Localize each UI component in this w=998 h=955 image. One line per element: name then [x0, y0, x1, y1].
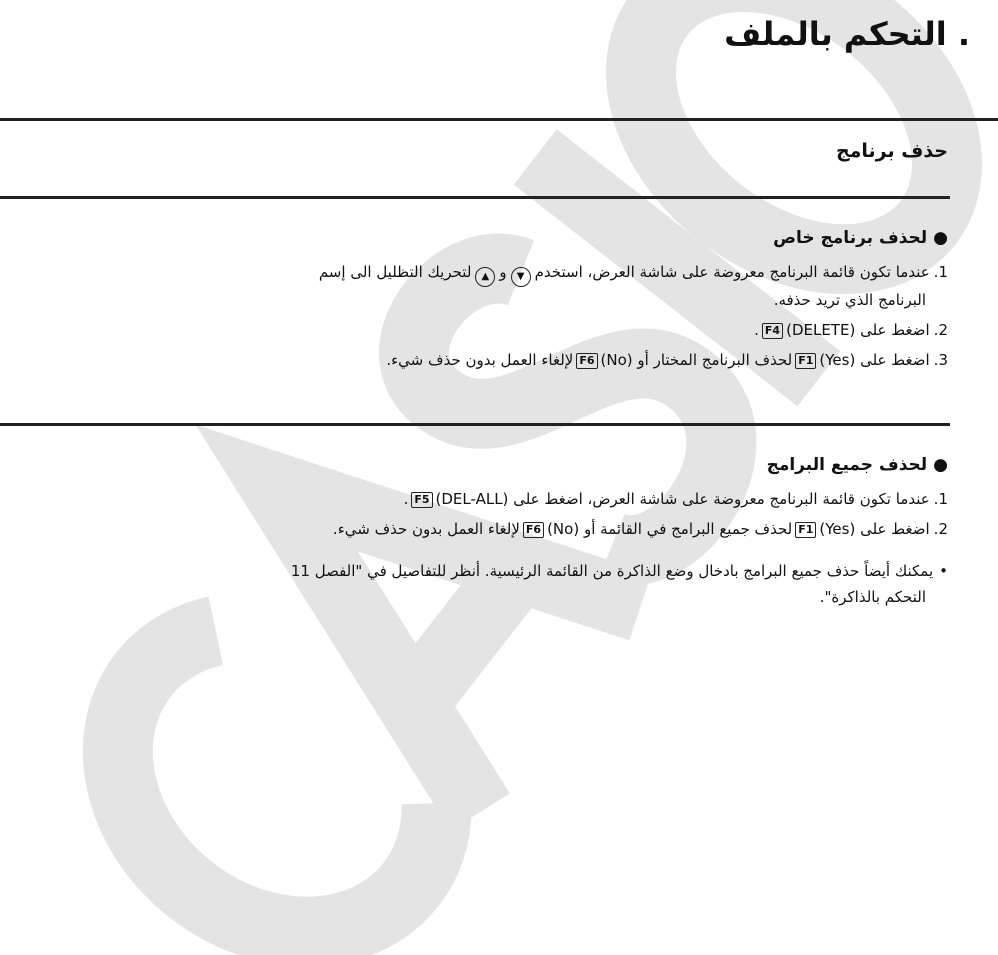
divider	[0, 196, 950, 199]
single-step-1: 1.عندما تكون قائمة البرنامج معروضة على شاشة العرض، استخدم▼و▲لتحريك التظليل الى إسم البرنامج الذي تريد حذفه.	[318, 263, 948, 309]
note: •يمكنك أيضاً حذف جميع البرامج بادخال وضع الذاكرة من القائمة الرئيسية. أنظر للتفاصيل في "الفصل 11 التحكم بالذاكرة".	[290, 562, 948, 606]
f4-key: F4	[762, 323, 783, 339]
up-arrow-key-icon: ▲	[475, 267, 495, 287]
watermark-letter-c	[57, 612, 460, 955]
single-step-3: 3.اضغط على (Yes)F1لحذف البرنامج المختار أو (No)F6لإلغاء العمل بدون حذف شيء.	[386, 351, 948, 369]
subsection-heading-all: ●لحذف جميع البرامج	[766, 455, 948, 475]
section-title: حذف برنامج	[835, 140, 948, 162]
divider	[0, 118, 998, 121]
subsection-heading-single: ●لحذف برنامج خاص	[773, 228, 948, 248]
f6-key: F6	[576, 353, 597, 369]
f1-key: F1	[795, 353, 816, 369]
all-step-1: 1.عندما تكون قائمة البرنامج معروضة على شاشة العرض، اضغط على (DEL-ALL)F5.	[403, 490, 948, 508]
down-arrow-key-icon: ▼	[511, 267, 531, 287]
single-step-2: 2.اضغط على (DELETE)F4.	[754, 321, 948, 339]
f5-key: F5	[411, 492, 432, 508]
f6-key: F6	[523, 522, 544, 538]
all-step-2: 2.اضغط على (Yes)F1لحذف جميع البرامج في القائمة أو (No)F6لإلغاء العمل بدون حذف شيء.	[332, 520, 948, 538]
divider	[0, 423, 950, 426]
page-title: . التحكم بالملف	[724, 15, 970, 53]
f1-key: F1	[795, 522, 816, 538]
